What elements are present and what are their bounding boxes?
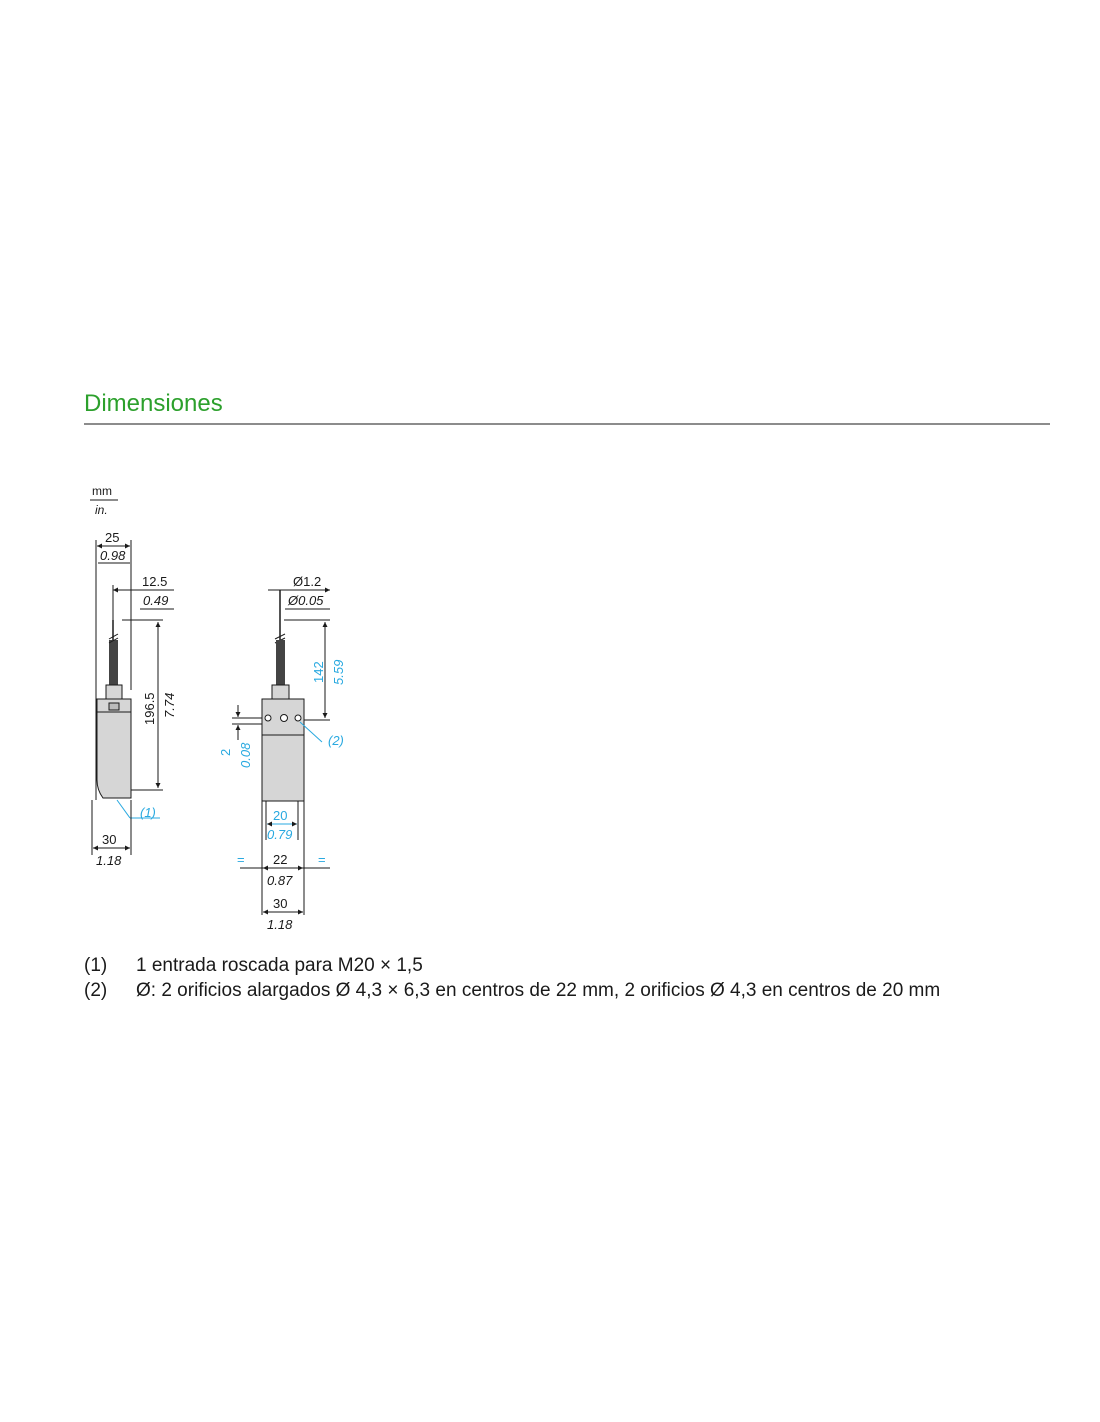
front-width-in: 1.18	[267, 917, 293, 932]
section-title: Dimensiones	[84, 390, 223, 417]
side-width-bottom-in: 1.18	[96, 853, 122, 868]
side-callout-1: (1)	[140, 805, 156, 820]
note-text: Ø: 2 orificios alargados Ø 4,3 × 6,3 en centros de 22 mm, 2 orificios Ø 4,3 en centros de 20 mm	[136, 979, 941, 1001]
side-head	[106, 685, 122, 699]
front-width-mm: 30	[273, 896, 288, 911]
front-offset-in: 0.08	[238, 742, 253, 768]
unit-in-label: in.	[95, 503, 108, 517]
front-spacing-20-mm: 20	[273, 808, 288, 823]
mount-hole-left	[265, 715, 271, 721]
front-height-mm: 142	[311, 661, 326, 683]
note-number: (1)	[84, 954, 108, 976]
front-diameter-mm: Ø1.2	[293, 574, 322, 589]
front-equal-left: =	[237, 852, 245, 867]
front-spring	[276, 640, 285, 685]
front-spacing-20-in: 0.79	[267, 827, 293, 842]
front-spacing-22-mm: 22	[273, 852, 288, 867]
side-offset-mm: 12.5	[142, 574, 168, 589]
note-text: 1 entrada roscada para M20 × 1,5	[136, 954, 423, 976]
side-offset-in: 0.49	[143, 593, 169, 608]
section-divider	[84, 423, 1050, 425]
front-diameter-in: Ø0.05	[288, 593, 324, 608]
side-width-top-mm: 25	[105, 530, 120, 545]
side-body	[97, 699, 131, 798]
unit-mm-label: mm	[92, 484, 112, 498]
side-spring	[109, 640, 118, 685]
front-equal-right: =	[318, 852, 326, 867]
side-width-bottom-mm: 30	[102, 832, 117, 847]
side-height-mm: 196.5	[142, 692, 157, 725]
note-number: (2)	[84, 979, 108, 1001]
front-callout-2: (2)	[328, 733, 344, 748]
dimension-drawing	[0, 470, 400, 940]
front-spacing-22-in: 0.87	[267, 873, 293, 888]
front-offset-mm: 2	[218, 748, 233, 756]
front-height-in: 5.59	[331, 659, 346, 685]
notes-list	[84, 953, 940, 1003]
note-item	[84, 953, 940, 978]
note-item	[84, 978, 940, 1003]
side-width-top-in: 0.98	[100, 548, 126, 563]
mount-hole-center	[281, 715, 288, 722]
front-head	[272, 685, 289, 699]
mount-hole-right	[295, 715, 301, 721]
side-height-in: 7.74	[162, 692, 177, 718]
